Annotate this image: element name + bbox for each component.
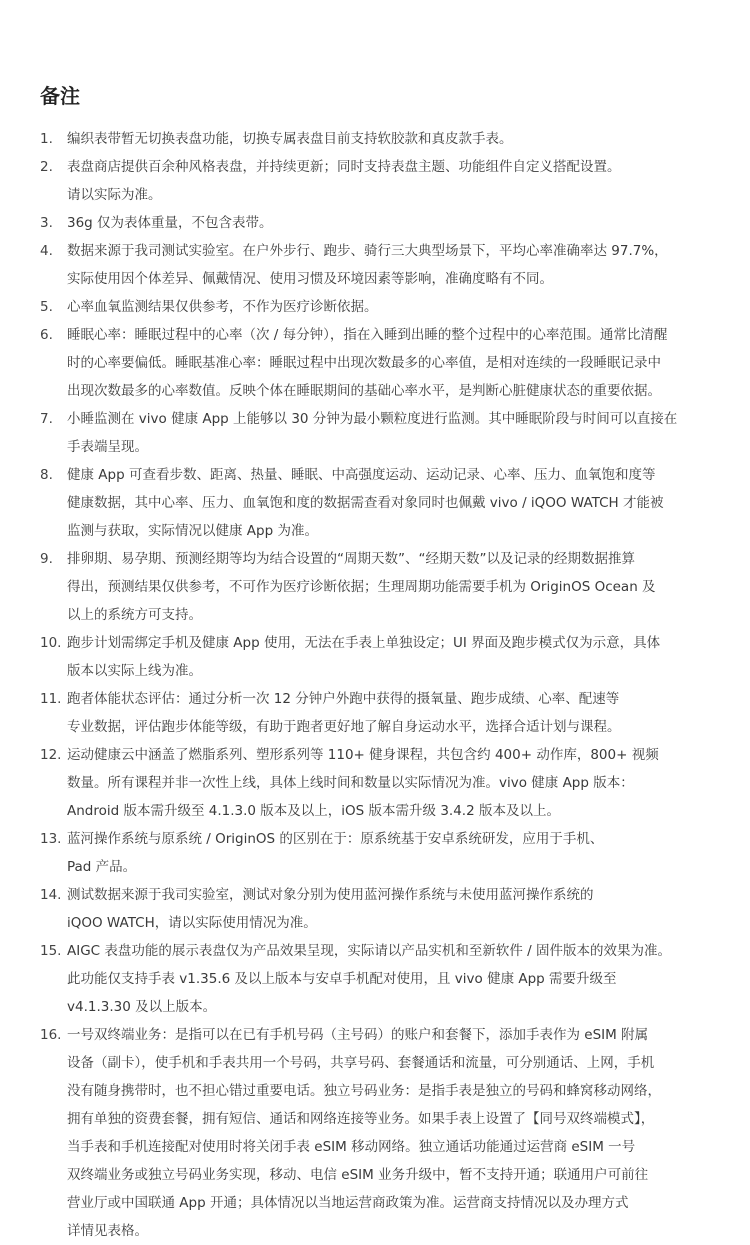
note-item (40, 125, 722, 153)
note-number: 1. (40, 131, 53, 147)
note-number: 11. (40, 691, 62, 707)
note-text: 一号双终端业务：是指可以在已有手机号码（主号码）的账户和套餐下，添加手表作为 eSIM 附属 设备（副卡），使手机和手表共用一个号码，共享号码、套餐通话和流量，可分别通话、上网，手机 没有随身携带时，也不担心错过重要电话。独立号码业务：是指手表是独立的号码和蜂窝移动网络， 拥有单独的资费套餐，拥有短信、通话和网络连接等业务。如果手表上设置了【同号双终端模式】， 当手表和手机连接配对使用时将关闭手表 eSIM 移动网络。独立通话功能通过运营商 eSIM 一号 双终端业务或独立号码业务实现，移动、电信 eSIM 业务升级中，暂不支持开通；联通用户可前往 营业厅或中国联通 App 开通；具体情况以当地运营商政策为准。运营商支持情况以及办理方式 详情见表格。 (67, 1027, 661, 1239)
note-number: 2. (40, 159, 53, 175)
note-number: 12. (40, 747, 62, 763)
note-text: 测试数据来源于我司实验室，测试对象分别为使用蓝河操作系统与未使用蓝河操作系统的 iQOO WATCH，请以实际使用情况为准。 (67, 887, 594, 931)
note-number: 16. (40, 1027, 62, 1043)
note-text: 表盘商店提供百余种风格表盘，并持续更新；同时支持表盘主题、功能组件自定义搭配设置。 请以实际为准。 (67, 159, 621, 203)
note-text: 36g 仅为表体重量，不包含表带。 (67, 215, 273, 231)
note-number: 13. (40, 831, 62, 847)
page-title: 备注 (40, 84, 80, 108)
note-number: 3. (40, 215, 53, 231)
note-text: 编织表带暂无切换表盘功能，切换专属表盘目前支持软胶款和真皮款手表。 (67, 131, 513, 147)
note-text: 心率血氧监测结果仅供参考，不作为医疗诊断依据。 (67, 299, 378, 315)
note-text: 运动健康云中涵盖了燃脂系列、塑形系列等 110+ 健身课程，共包含约 400+ 动作库，800+ 视频 数量。所有课程并非一次性上线，具体上线时间和数量以实际情况为准。vivo 健康 App 版本： Android 版本需升级至 4.1.3.0 版本及以上，iOS 版本需升级 3.4.2 版本及以上。 (67, 747, 659, 819)
note-number: 8. (40, 467, 53, 483)
note-item (40, 741, 722, 825)
note-item (40, 685, 722, 741)
note-item (40, 461, 722, 545)
note-number: 4. (40, 243, 53, 259)
note-text: AIGC 表盘功能的展示表盘仅为产品效果呈现，实际请以产品实机和至新软件 / 固件版本的效果为准。 此功能仅支持手表 v1.35.6 及以上版本与安卓手机配对使用，且 vivo 健康 App 需要升级至 v4.1.3.30 及以上版本。 (67, 943, 672, 1015)
note-item (40, 629, 722, 685)
note-number: 9. (40, 551, 53, 567)
note-text: 跑者体能状态评估：通过分析一次 12 分钟户外跑中获得的摄氧量、跑步成绩、心率、配速等 专业数据，评估跑步体能等级，有助于跑者更好地了解自身运动水平，选择合适计划与课程。 (67, 691, 621, 735)
note-number: 10. (40, 635, 62, 651)
note-item (40, 237, 722, 293)
notes-list (40, 125, 722, 1245)
note-text: 小睡监测在 vivo 健康 App 上能够以 30 分钟为最小颗粒度进行监测。其中睡眠阶段与时间可以直接在 手表端呈现。 (67, 411, 678, 455)
note-number: 6. (40, 327, 53, 343)
note-number: 7. (40, 411, 53, 427)
note-text: 数据来源于我司测试实验室。在户外步行、跑步、骑行三大典型场景下，平均心率准确率达 97.7%， 实际使用因个体差异、佩戴情况、使用习惯及环境因素等影响，准确度略有不同。 (67, 243, 668, 287)
note-number: 15. (40, 943, 62, 959)
note-text: 健康 App 可查看步数、距离、热量、睡眠、中高强度运动、运动记录、心率、压力、血氧饱和度等 健康数据，其中心率、压力、血氧饱和度的数据需查看对象同时也佩戴 vivo / iQOO WATCH 才能被 监测与获取，实际情况以健康 App 为准。 (67, 467, 664, 539)
note-number: 5. (40, 299, 53, 315)
note-item (40, 293, 722, 321)
note-text: 蓝河操作系统与原系统 / OriginOS 的区别在于：原系统基于安卓系统研发，应用于手机、 Pad 产品。 (67, 831, 604, 875)
note-item (40, 545, 722, 629)
note-text: 睡眠心率：睡眠过程中的心率（次 / 每分钟），指在入睡到出睡的整个过程中的心率范围。通常比清醒 时的心率要偏低。睡眠基准心率：睡眠过程中出现次数最多的心率值，是相对连续的一段睡眠记录中 出现次数最多的心率数值。反映个体在睡眠期间的基础心率水平，是判断心脏健康状态的重要依据。 (67, 327, 668, 399)
note-text: 跑步计划需绑定手机及健康 App 使用，无法在手表上单独设定；UI 界面及跑步模式仅为示意，具体 版本以实际上线为准。 (67, 635, 661, 679)
note-text: 排卵期、易孕期、预测经期等均为结合设置的“周期天数”、“经期天数”以及记录的经期数据推算 得出，预测结果仅供参考，不可作为医疗诊断依据；生理周期功能需要手机为 OriginOS Ocean 及 以上的系统方可支持。 (67, 551, 656, 623)
note-item (40, 825, 722, 881)
note-item (40, 153, 722, 209)
note-item (40, 209, 722, 237)
note-item (40, 937, 722, 1021)
note-number: 14. (40, 887, 62, 903)
note-item (40, 1021, 722, 1245)
note-item (40, 881, 722, 937)
note-item (40, 405, 722, 461)
note-item (40, 321, 722, 405)
